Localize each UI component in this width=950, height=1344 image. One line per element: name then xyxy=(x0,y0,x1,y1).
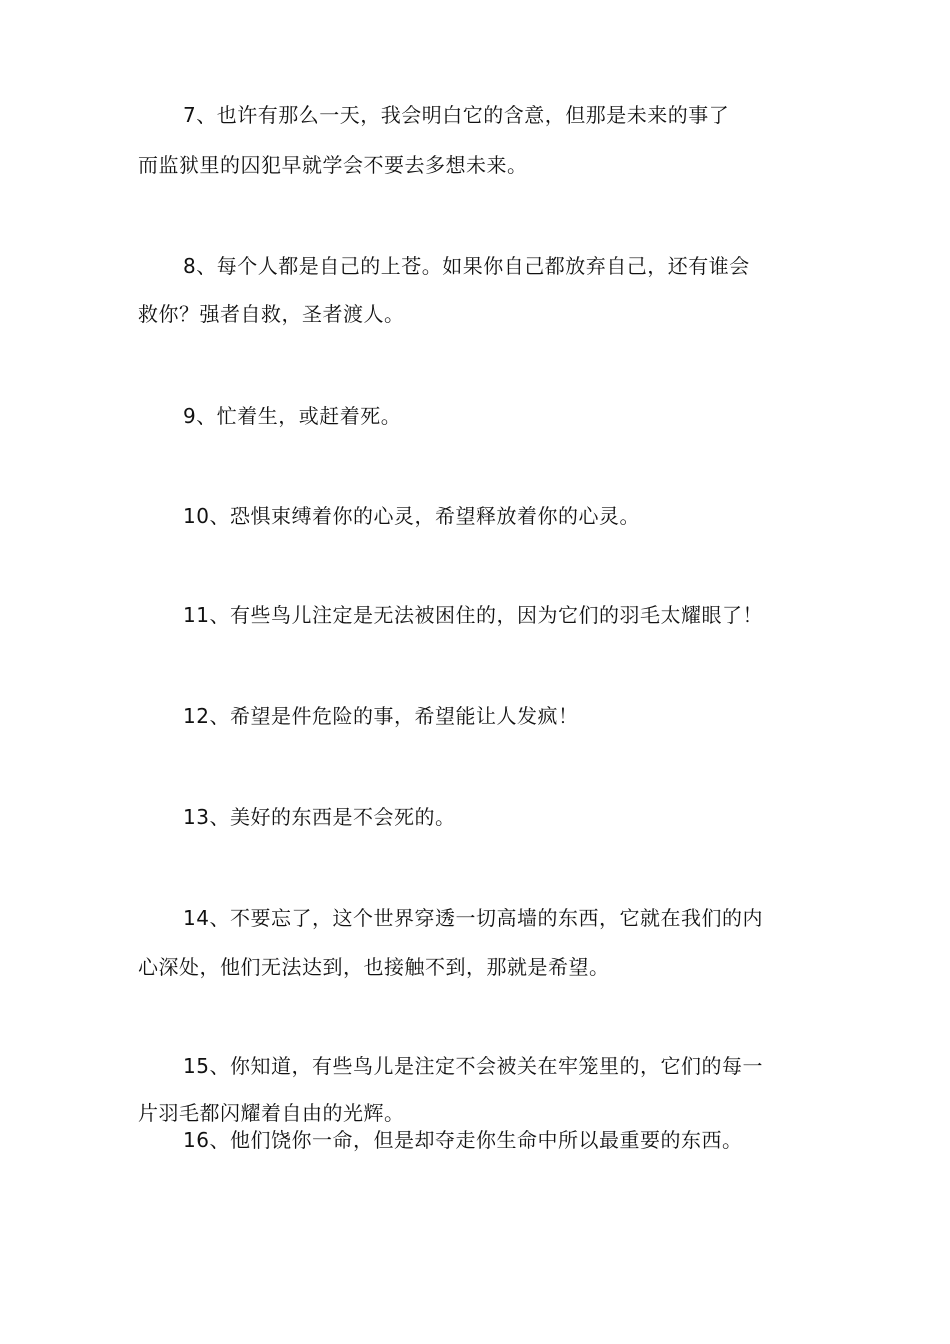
quote-15-line-1: 15、你知道，有些鸟儿是注定不会被关在牢笼里的，它们的每一 xyxy=(183,1054,763,1078)
quote-7-line-2: 而监狱里的囚犯早就学会不要去多想未来。 xyxy=(138,153,528,177)
quote-14-line-1: 14、不要忘了，这个世界穿透一切高墙的东西，它就在我们的内 xyxy=(183,906,763,930)
quote-11-line-1: 11、有些鸟儿注定是无法被困住的，因为它们的羽毛太耀眼了！ xyxy=(183,603,763,627)
quote-14-line-2: 心深处，他们无法达到，也接触不到，那就是希望。 xyxy=(138,955,610,979)
quote-10-line-1: 10、恐惧束缚着你的心灵，希望释放着你的心灵。 xyxy=(183,504,640,528)
quote-16-line-1: 16、他们饶你一命，但是却夺走你生命中所以最重要的东西。 xyxy=(183,1128,743,1152)
quote-7-line-1: 7、也许有那么一天，我会明白它的含意，但那是未来的事了 xyxy=(183,103,730,127)
quote-9-line-1: 9、忙着生，或赶着死。 xyxy=(183,404,402,428)
quote-12-line-1: 12、希望是件危险的事，希望能让人发疯！ xyxy=(183,704,579,728)
quote-13-line-1: 13、美好的东西是不会死的。 xyxy=(183,805,456,829)
quote-15-line-2: 片羽毛都闪耀着自由的光辉。 xyxy=(138,1101,405,1125)
quote-8-line-1: 8、每个人都是自己的上苍。如果你自己都放弃自己，还有谁会 xyxy=(183,254,750,278)
quote-8-line-2: 救你？强者自救，圣者渡人。 xyxy=(138,302,405,326)
